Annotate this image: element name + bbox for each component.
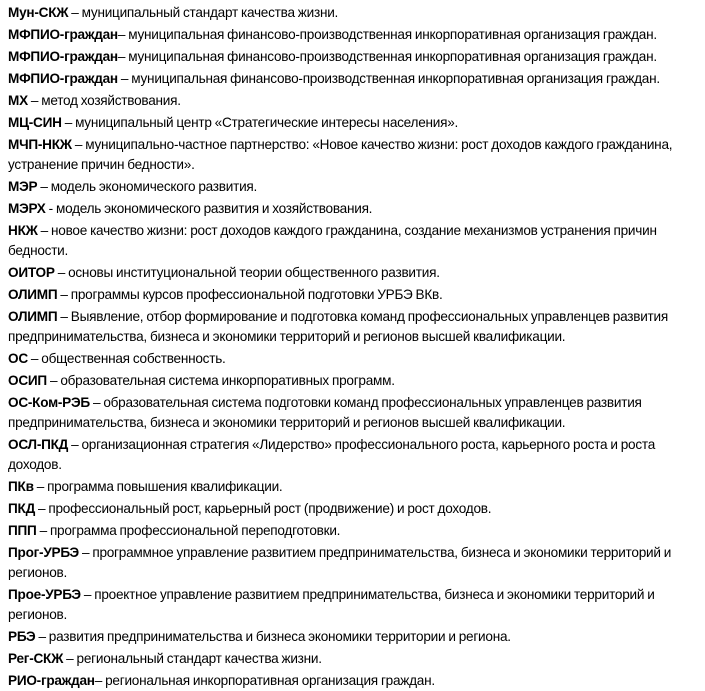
glossary-separator: – — [37, 223, 52, 238]
glossary-term: МФПИО-граждан — [8, 27, 118, 42]
glossary-entry — [8, 649, 699, 669]
glossary-definition: образовательная система инкорпоративных программ. — [60, 373, 395, 388]
glossary-separator: – — [117, 71, 132, 86]
glossary-definition: основы институциональной теории общественного развития. — [68, 265, 440, 280]
glossary-definition: образовательная система подготовки команд профессиональных управленцев развития предпринимательства, бизнеса и экономики территорий и регионов высшей квалификации. — [8, 395, 642, 430]
glossary-separator: – — [35, 629, 49, 644]
glossary-term: ОСИП — [8, 373, 47, 388]
glossary-term: ПКД — [8, 501, 36, 516]
glossary-separator: – — [117, 49, 129, 64]
glossary-definition: программное управление развитием предпринимательства, бизнеса и экономики территорий и регионов. — [8, 545, 672, 580]
glossary-entry — [8, 113, 699, 133]
glossary-definition: общественная собственность. — [41, 351, 226, 366]
glossary-definition: программы курсов профессиональной подготовки УРБЭ ВКв. — [70, 287, 443, 302]
glossary-definition: муниципальная финансово-производственная инкорпоративная организация граждан. — [128, 49, 657, 64]
glossary-definition: модель экономического развития. — [50, 179, 258, 194]
glossary-entry — [8, 671, 699, 691]
glossary-entry — [8, 47, 699, 67]
glossary-definition: модель экономического развития и хозяйствования. — [55, 201, 373, 216]
glossary-entry — [8, 349, 699, 369]
glossary-term: ОЛИМП — [8, 287, 58, 302]
glossary-definition: муниципальный центр «Стратегические интересы населения». — [75, 115, 459, 130]
glossary-definition: региональная инкорпоративная организация граждан. — [105, 673, 435, 688]
glossary-entry — [8, 371, 699, 391]
glossary-definition: программа повышения квалификации. — [47, 479, 283, 494]
glossary-separator: – — [57, 287, 71, 302]
glossary-separator: – — [61, 115, 76, 130]
glossary-entry — [8, 69, 699, 89]
glossary-entry — [8, 585, 699, 625]
glossary-entry — [8, 477, 699, 497]
glossary-term: ПКв — [8, 479, 34, 494]
glossary-definition: организационная стратегия «Лидерство» профессионального роста, карьерного роста и роста доходов. — [8, 437, 656, 472]
glossary-definition: муниципальный стандарт качества жизни. — [81, 5, 339, 20]
glossary-separator: – — [71, 137, 86, 152]
glossary-entry — [8, 285, 699, 305]
glossary-term: МХ — [8, 93, 28, 108]
glossary-entry — [8, 393, 699, 433]
glossary-entry — [8, 521, 699, 541]
glossary-definition: новое качество жизни: рост доходов каждого гражданина, создание механизмов устранения причин бедности. — [8, 223, 657, 258]
glossary-definition: муниципально-частное партнерство: «Новое качество жизни: рост доходов каждого гражданина, устранение причин бедности». — [8, 137, 673, 172]
glossary-entry — [8, 91, 699, 111]
glossary-separator: – — [27, 351, 42, 366]
glossary-term: ОИТОР — [8, 265, 55, 280]
glossary-term: МФПИО-граждан — [8, 49, 118, 64]
glossary-separator: – — [80, 587, 95, 602]
glossary-entry — [8, 307, 699, 347]
glossary-separator: – — [27, 93, 42, 108]
glossary-term: МЦ-СИН — [8, 115, 62, 130]
glossary-separator: – — [94, 673, 106, 688]
glossary-separator: – — [63, 651, 77, 666]
glossary-definition: муниципальная финансово-производственная инкорпоративная организация граждан. — [128, 27, 657, 42]
glossary-term: НКЖ — [8, 223, 38, 238]
glossary-term: МЧП-НКЖ — [8, 137, 72, 152]
glossary-term: ОС — [8, 351, 28, 366]
glossary-separator: – — [33, 479, 48, 494]
glossary-entry — [8, 3, 699, 23]
glossary-entry — [8, 435, 699, 475]
glossary-separator: – — [36, 523, 50, 538]
glossary-separator: – — [117, 27, 129, 42]
glossary-term: РБЭ — [8, 629, 36, 644]
glossary-entry — [8, 25, 699, 45]
glossary-separator: – — [46, 373, 61, 388]
glossary-term: Прое-УРБЭ — [8, 587, 81, 602]
glossary-definition: метод хозяйствования. — [41, 93, 181, 108]
glossary-term: Мун-СКЖ — [8, 5, 69, 20]
glossary-entry — [8, 543, 699, 583]
glossary-term: РИО-граждан — [8, 673, 95, 688]
glossary-definition: Выявление, отбор формирование и подготовка команд профессиональных управленцев развития предпринимательства, бизнеса и экономики территорий и регионов высшей квалификации. — [8, 309, 668, 344]
glossary-term: МЭРХ — [8, 201, 46, 216]
glossary-definition: муниципальная финансово-производственная инкорпоративная организация граждан. — [131, 71, 660, 86]
glossary-term: ОЛИМП — [8, 309, 58, 324]
glossary-term: Прог-УРБЭ — [8, 545, 79, 560]
glossary-term: Рег-СКЖ — [8, 651, 64, 666]
glossary-definition: региональный стандарт качества жизни. — [76, 651, 322, 666]
glossary-term: ОСЛ-ПКД — [8, 437, 69, 452]
glossary-separator: – — [54, 265, 69, 280]
glossary-entry — [8, 499, 699, 519]
glossary-term: МФПИО-граждан — [8, 71, 118, 86]
glossary-term: ОС-Ком-РЭБ — [8, 395, 90, 410]
glossary-entry — [8, 627, 699, 647]
glossary-entry — [8, 221, 699, 261]
glossary-entry — [8, 199, 699, 219]
glossary-separator: – — [35, 501, 49, 516]
glossary-separator: – — [68, 5, 82, 20]
glossary-term: ППП — [8, 523, 37, 538]
glossary-definition: программа профессиональной переподготовки. — [49, 523, 341, 538]
glossary-separator: - — [45, 201, 56, 216]
glossary-separator: – — [78, 545, 93, 560]
glossary-separator: – — [37, 179, 51, 194]
glossary-term: МЭР — [8, 179, 38, 194]
glossary-separator: – — [57, 309, 71, 324]
glossary-entry — [8, 177, 699, 197]
glossary-definition: профессиональный рост, карьерный рост (продвижение) и рост доходов. — [48, 501, 492, 516]
glossary-definition: проектное управление развитием предпринимательства, бизнеса и экономики территорий и регионов. — [8, 587, 655, 622]
glossary-separator: – — [68, 437, 82, 452]
glossary-entry — [8, 263, 699, 283]
glossary-definition: развития предпринимательства и бизнеса экономики территории и региона. — [48, 629, 511, 644]
glossary-separator: – — [89, 395, 104, 410]
glossary-entry — [8, 135, 699, 175]
